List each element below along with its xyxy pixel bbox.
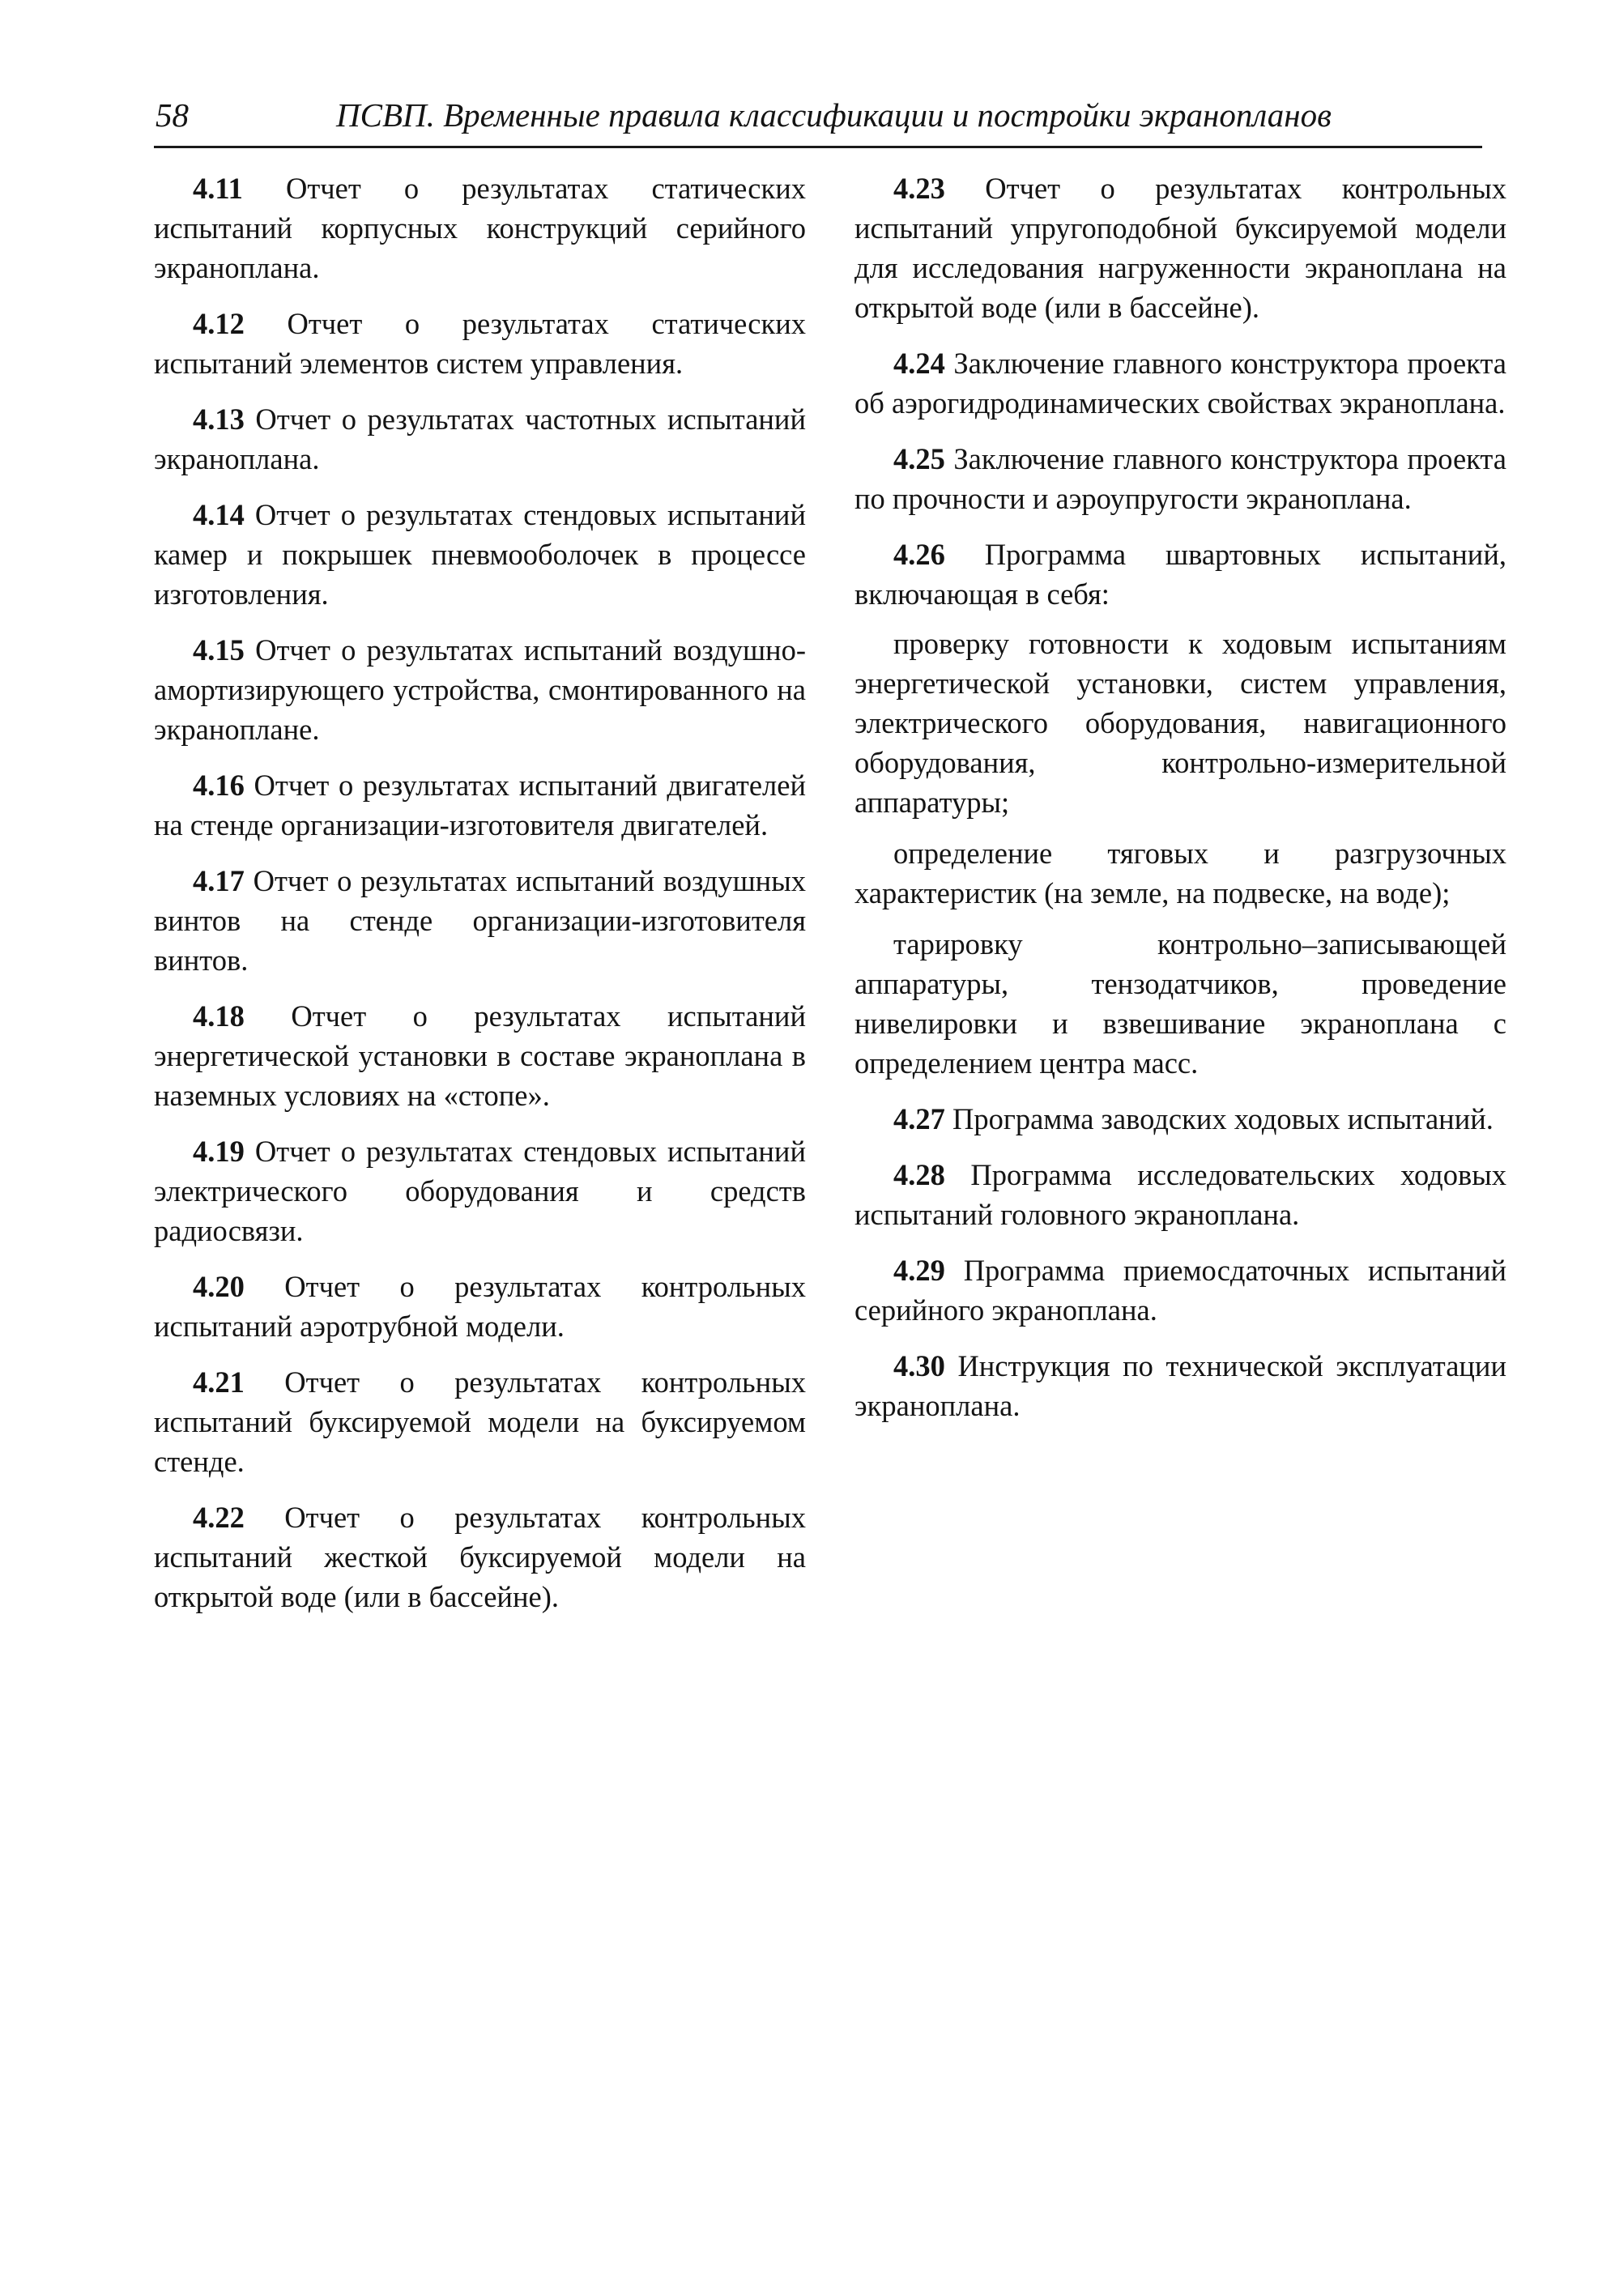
running-title: ПСВП. Временные правила классификации и постройки экранопланов	[336, 96, 1332, 134]
list-item	[854, 1099, 1506, 1139]
item-number: 4.23	[893, 172, 945, 205]
item-text: Отчет о результатах испытаний воздушных винтов на стенде организации-изготовителя винтов.	[154, 864, 806, 977]
item-text: Программа заводских ходовых испытаний.	[944, 1102, 1494, 1135]
item-text: Отчет о результатах контрольных испытаний упругоподобной буксируемой модели для исследования нагруженности экраноплана на открытой воде (или в бассейне).	[854, 172, 1506, 324]
list-item	[154, 168, 806, 288]
item-number: 4.28	[893, 1158, 945, 1191]
list-item	[854, 439, 1506, 518]
list-item	[154, 1497, 806, 1617]
item-text: Отчет о результатах контрольных испытаний жесткой буксируемой модели на открытой воде (или в бассейне).	[154, 1501, 806, 1613]
item-number: 4.30	[893, 1349, 945, 1382]
item-text: Отчет о результатах стендовых испытаний камер и покрышек пневмооболочек в процессе изготовления.	[154, 498, 806, 611]
item-text: Заключение главного конструктора проекта по прочности и аэроупругости экраноплана.	[854, 442, 1506, 515]
item-number: 4.27	[893, 1102, 945, 1135]
item-text: Отчет о результатах контрольных испытаний аэротрубной модели.	[154, 1270, 806, 1343]
right-column	[854, 168, 1506, 1442]
list-item	[154, 765, 806, 845]
list-item	[854, 168, 1506, 327]
item-number: 4.16	[193, 769, 245, 802]
item-number: 4.25	[893, 442, 945, 475]
item-text: Заключение главного конструктора проекта об аэрогидродинамических свойствах экраноплана.	[854, 347, 1506, 420]
item-number: 4.20	[193, 1270, 245, 1303]
list-item	[154, 630, 806, 749]
item-number: 4.22	[193, 1501, 245, 1534]
item-text: Инструкция по технической эксплуатации экраноплана.	[854, 1349, 1506, 1422]
item-text: Программа швартовных испытаний, включающая в себя:	[854, 538, 1506, 611]
page-number: 58	[156, 96, 189, 134]
item-number: 4.13	[193, 403, 245, 436]
item-number: 4.14	[193, 498, 245, 531]
list-item	[154, 1131, 806, 1250]
list-item	[854, 1155, 1506, 1234]
item-text: Отчет о результатах статических испытаний элементов систем управления.	[154, 307, 806, 380]
item-text: Отчет о результатах частотных испытаний экраноплана.	[154, 403, 806, 475]
item-text: Программа приемосдаточных испытаний серийного экраноплана.	[854, 1254, 1506, 1327]
left-column	[154, 168, 806, 1633]
sub-item: тарировку контрольно–записывающей аппаратуры, тензодатчиков, проведение нивелировки и взвешивание экраноплана с определением центра масс.	[854, 927, 1506, 1080]
list-item	[854, 1250, 1506, 1330]
page-header	[154, 89, 1482, 148]
item-text: Программа исследовательских ходовых испытаний головного экраноплана.	[854, 1158, 1506, 1231]
list-item	[854, 343, 1506, 423]
sub-item: проверку готовности к ходовым испытаниям энергетической установки, систем управления, электрического оборудования, навигационного оборудования, контрольно-измерительной аппаратуры;	[854, 627, 1506, 819]
item-text: Отчет о результатах статических испытаний корпусных конструкций серийного экраноплана.	[154, 172, 806, 284]
list-item	[854, 1346, 1506, 1425]
item-number: 4.29	[893, 1254, 945, 1287]
item-number: 4.24	[893, 347, 945, 380]
list-item	[154, 861, 806, 980]
list-item	[154, 1267, 806, 1346]
item-number: 4.12	[193, 307, 245, 340]
item-text: Отчет о результатах испытаний двигателей на стенде организации-изготовителя двигателей.	[154, 769, 806, 841]
item-number: 4.21	[193, 1365, 245, 1399]
item-number: 4.15	[193, 633, 245, 667]
list-item	[154, 304, 806, 383]
list-item	[154, 996, 806, 1115]
list-item	[154, 495, 806, 614]
item-number: 4.17	[193, 864, 245, 897]
list-item	[154, 399, 806, 479]
item-text: Отчет о результатах стендовых испытаний электрического оборудования и средств радиосвязи.	[154, 1135, 806, 1247]
list-item	[854, 535, 1506, 614]
sub-item: определение тяговых и разгрузочных характеристик (на земле, на подвеске, на воде);	[854, 837, 1506, 909]
item-number: 4.26	[893, 538, 945, 571]
item-number: 4.11	[193, 172, 243, 205]
item-number: 4.19	[193, 1135, 245, 1168]
list-item	[154, 1362, 806, 1481]
item-text: Отчет о результатах испытаний энергетической установки в составе экраноплана в наземных условиях на «стопе».	[154, 999, 806, 1112]
item-text: Отчет о результатах испытаний воздушно-амортизирующего устройства, смонтированного на экраноплане.	[154, 633, 806, 746]
item-number: 4.18	[193, 999, 245, 1033]
item-text: Отчет о результатах контрольных испытаний буксируемой модели на буксируемом стенде.	[154, 1365, 806, 1478]
